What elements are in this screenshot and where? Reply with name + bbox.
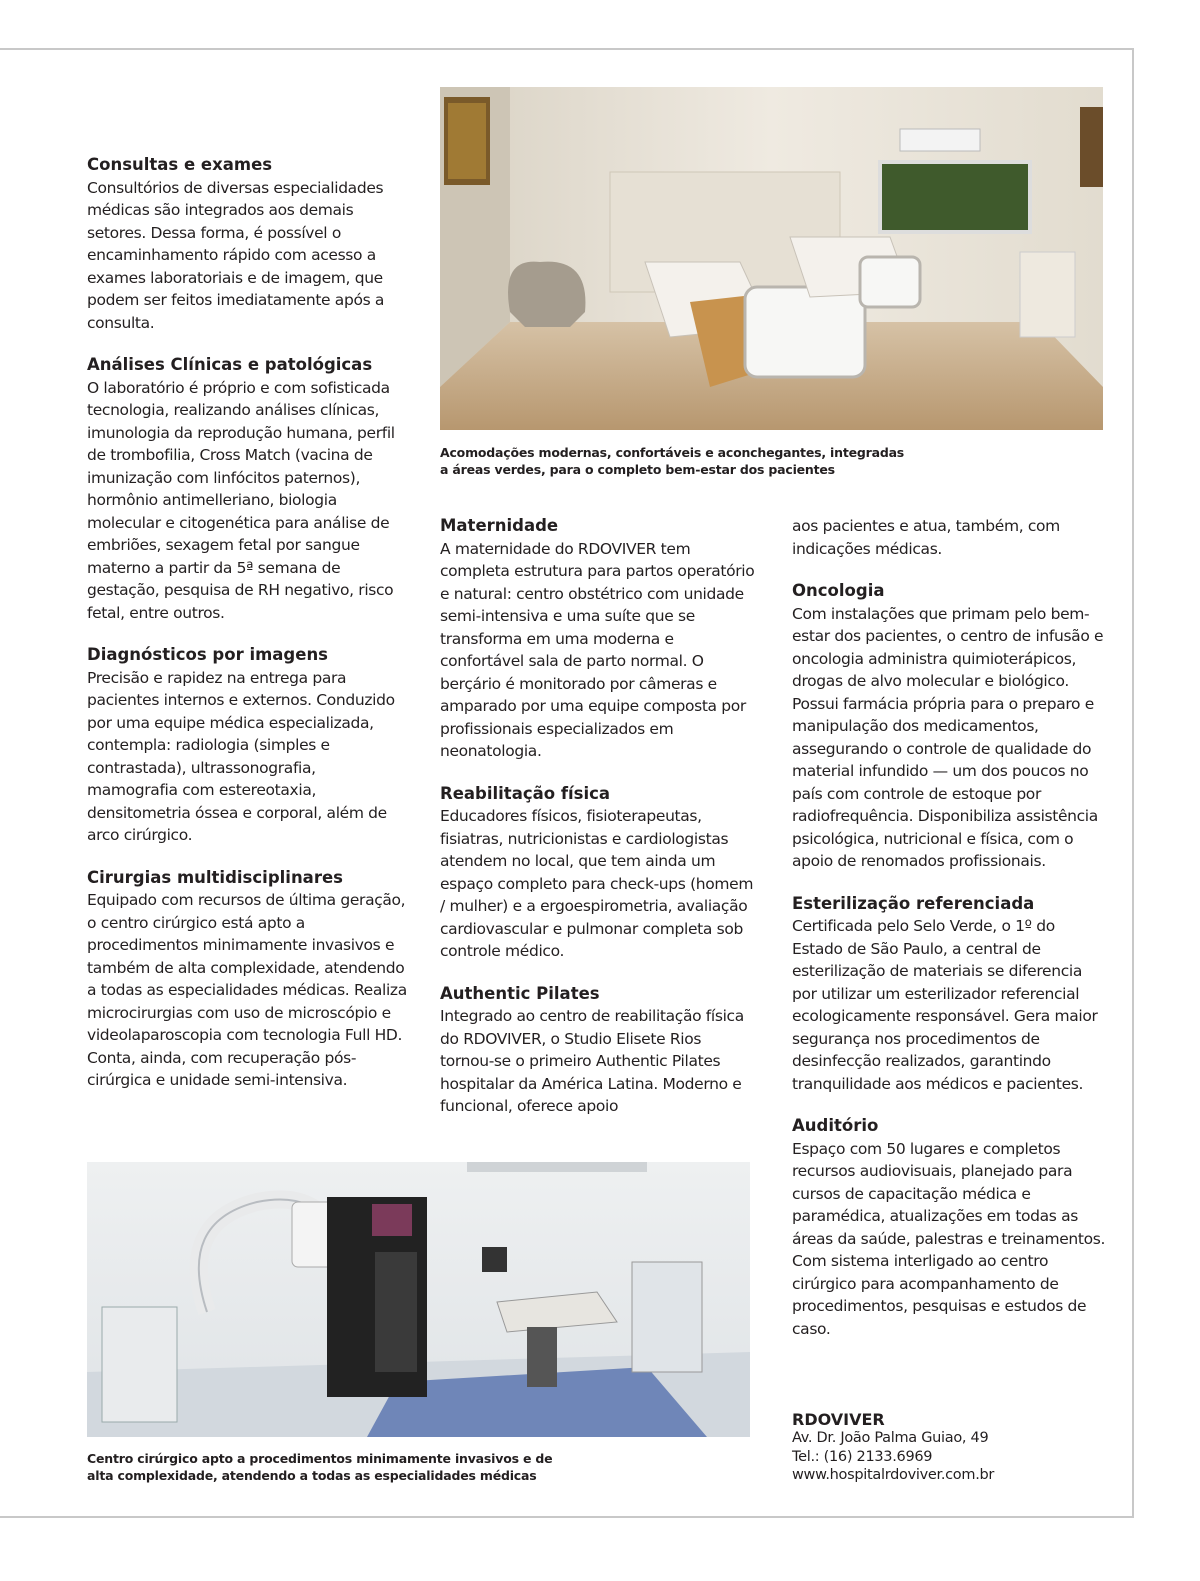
left-column <box>87 154 409 1112</box>
section-auditorio <box>792 1115 1110 1340</box>
section-pilates <box>440 983 758 1118</box>
photo-top-caption: Acomodações modernas, confortáveis e aconchegantes, integradas a áreas verdes, para o completo bem-estar dos pacientes <box>440 445 905 477</box>
section-title: Esterilização referenciada <box>792 893 1035 913</box>
section-continuation <box>792 515 1110 560</box>
contact-block <box>792 1410 1112 1485</box>
section-text: Precisão e rapidez na entrega para pacientes internos e externos. Conduzido por uma equipe médica especializada, contempla: radiologia (simples e contrastada), ultrassonografia, mamografia com estereotaxia, densitometria óssea e corporal, além de arco cirúrgico. <box>87 668 395 844</box>
section-analises <box>87 354 409 624</box>
section-diagnosticos <box>87 644 409 847</box>
contact-address: Av. Dr. João Palma Guiao, 49 <box>792 1430 989 1446</box>
section-title: Consultas e exames <box>87 155 273 174</box>
section-title: Reabilitação física <box>440 783 611 803</box>
section-cirurgias <box>87 867 409 1092</box>
section-text: O laboratório é próprio e com sofisticada tecnologia, realizando análises clínicas, imunologia da reprodução humana, perfil de trombofilia, Cross Match (vacina de imunização com linfócitos paternos), hormônio antimelleriano, biologia molecular e citogenética para análise de embriões, sexagem fetal por sangue materno a partir da 5ª semana de gestação, pesquisa de RH negativo, risco fetal, entre outros. <box>87 378 395 622</box>
section-text: Espaço com 50 lugares e completos recursos audiovisuais, planejado para cursos de capacitação médica e paramédica, atualizações em todas as áreas da saúde, palestras e treinamentos. Com sistema interligado ao centro cirúrgico para acompanhamento de procedimentos, pesquisas e estudos de caso. <box>792 1139 1106 1338</box>
section-text: Equipado com recursos de última geração, o centro cirúrgico está apto a procedimentos minimamente invasivos e também de alta complexidade, atendendo a todas as especialidades médicas. Realiza microcirurgias com uso de microscópio e videolaparoscopia com tecnologia Full HD. Conta, ainda, com recuperação pós-cirúrgica e unidade semi-intensiva. <box>87 891 407 1089</box>
surgical-center-photo <box>87 1162 750 1437</box>
hospital-room-photo <box>440 87 1103 430</box>
right-column <box>792 515 1110 1360</box>
contact-website[interactable]: www.hospitalrdoviver.com.br <box>792 1467 995 1483</box>
section-title: Maternidade <box>440 516 559 535</box>
section-title: Análises Clínicas e patológicas <box>87 355 373 374</box>
section-title: Oncologia <box>792 581 885 600</box>
section-text: Integrado ao centro de reabilitação física do RDOVIVER, o Studio Elisete Rios tornou-se o primeiro Authentic Pilates hospitalar da América Latina. Moderno e funcional, oferece apoio <box>440 1007 744 1115</box>
section-title: Diagnósticos por imagens <box>87 645 329 664</box>
section-consultas <box>87 154 409 334</box>
middle-column <box>440 515 758 1138</box>
section-reabilitacao <box>440 783 758 963</box>
section-oncologia <box>792 580 1110 873</box>
section-maternidade <box>440 515 758 763</box>
section-text: aos pacientes e atua, também, com indicações médicas. <box>792 517 1060 558</box>
contact-name: RDOVIVER <box>792 1410 885 1429</box>
contact-phone: Tel.: (16) 2133.6969 <box>792 1448 933 1465</box>
photo-bottom-caption: Centro cirúrgico apto a procedimentos minimamente invasivos e de alta complexidade, atendendo a todas as especialidades médicas <box>87 1451 553 1483</box>
section-text: Certificada pelo Selo Verde, o 1º do Estado de São Paulo, a central de esterilização de materiais se diferencia por utilizar um esterilizador referencial ecologicamente responsável. Gera maior segurança nos procedimentos de desinfecção realizados, garantindo tranquilidade aos médicos e pacientes. <box>792 917 1098 1093</box>
section-title: Cirurgias multidisciplinares <box>87 867 343 887</box>
section-esterilizacao <box>792 893 1110 1096</box>
section-text: Educadores físicos, fisioterapeutas, fisiatras, nutricionistas e cardiologistas atendem no local, que tem ainda um espaço completo para check-ups (homem / mulher) e a ergoespirometria, avaliação cardiovascular e pulmonar completa sob controle médico. <box>440 807 754 960</box>
section-text: A maternidade do RDOVIVER tem completa estrutura para partos operatório e natural: centro obstétrico com unidade semi-intensiva e uma suíte que se transforma em uma moderna e confortável sala de parto normal. O berçário é monitorado por câmeras e amparado por uma equipe composta por profissionais especializados em neonatologia. <box>440 539 755 760</box>
section-title: Authentic Pilates <box>440 983 600 1003</box>
section-text: Com instalações que primam pelo bem-estar dos pacientes, o centro de infusão e oncologia administra quimioterápicos, drogas de alvo molecular e biológico. Possui farmácia própria para o preparo e manipulação dos medicamentos, assegurando o controle de qualidade do material infundido — um dos poucos no país com controle de estoque por radiofrequência. Disponibiliza assistência psicológica, nutricional e física, com o apoio de renomados profissionais. <box>792 604 1104 870</box>
section-text: Consultórios de diversas especialidades médicas são integrados aos demais setores. Dessa forma, é possível o encaminhamento rápido com acesso a exames laboratoriais e de imagem, que podem ser feitos imediatamente após a consulta. <box>87 178 385 332</box>
section-title: Auditório <box>792 1116 879 1135</box>
